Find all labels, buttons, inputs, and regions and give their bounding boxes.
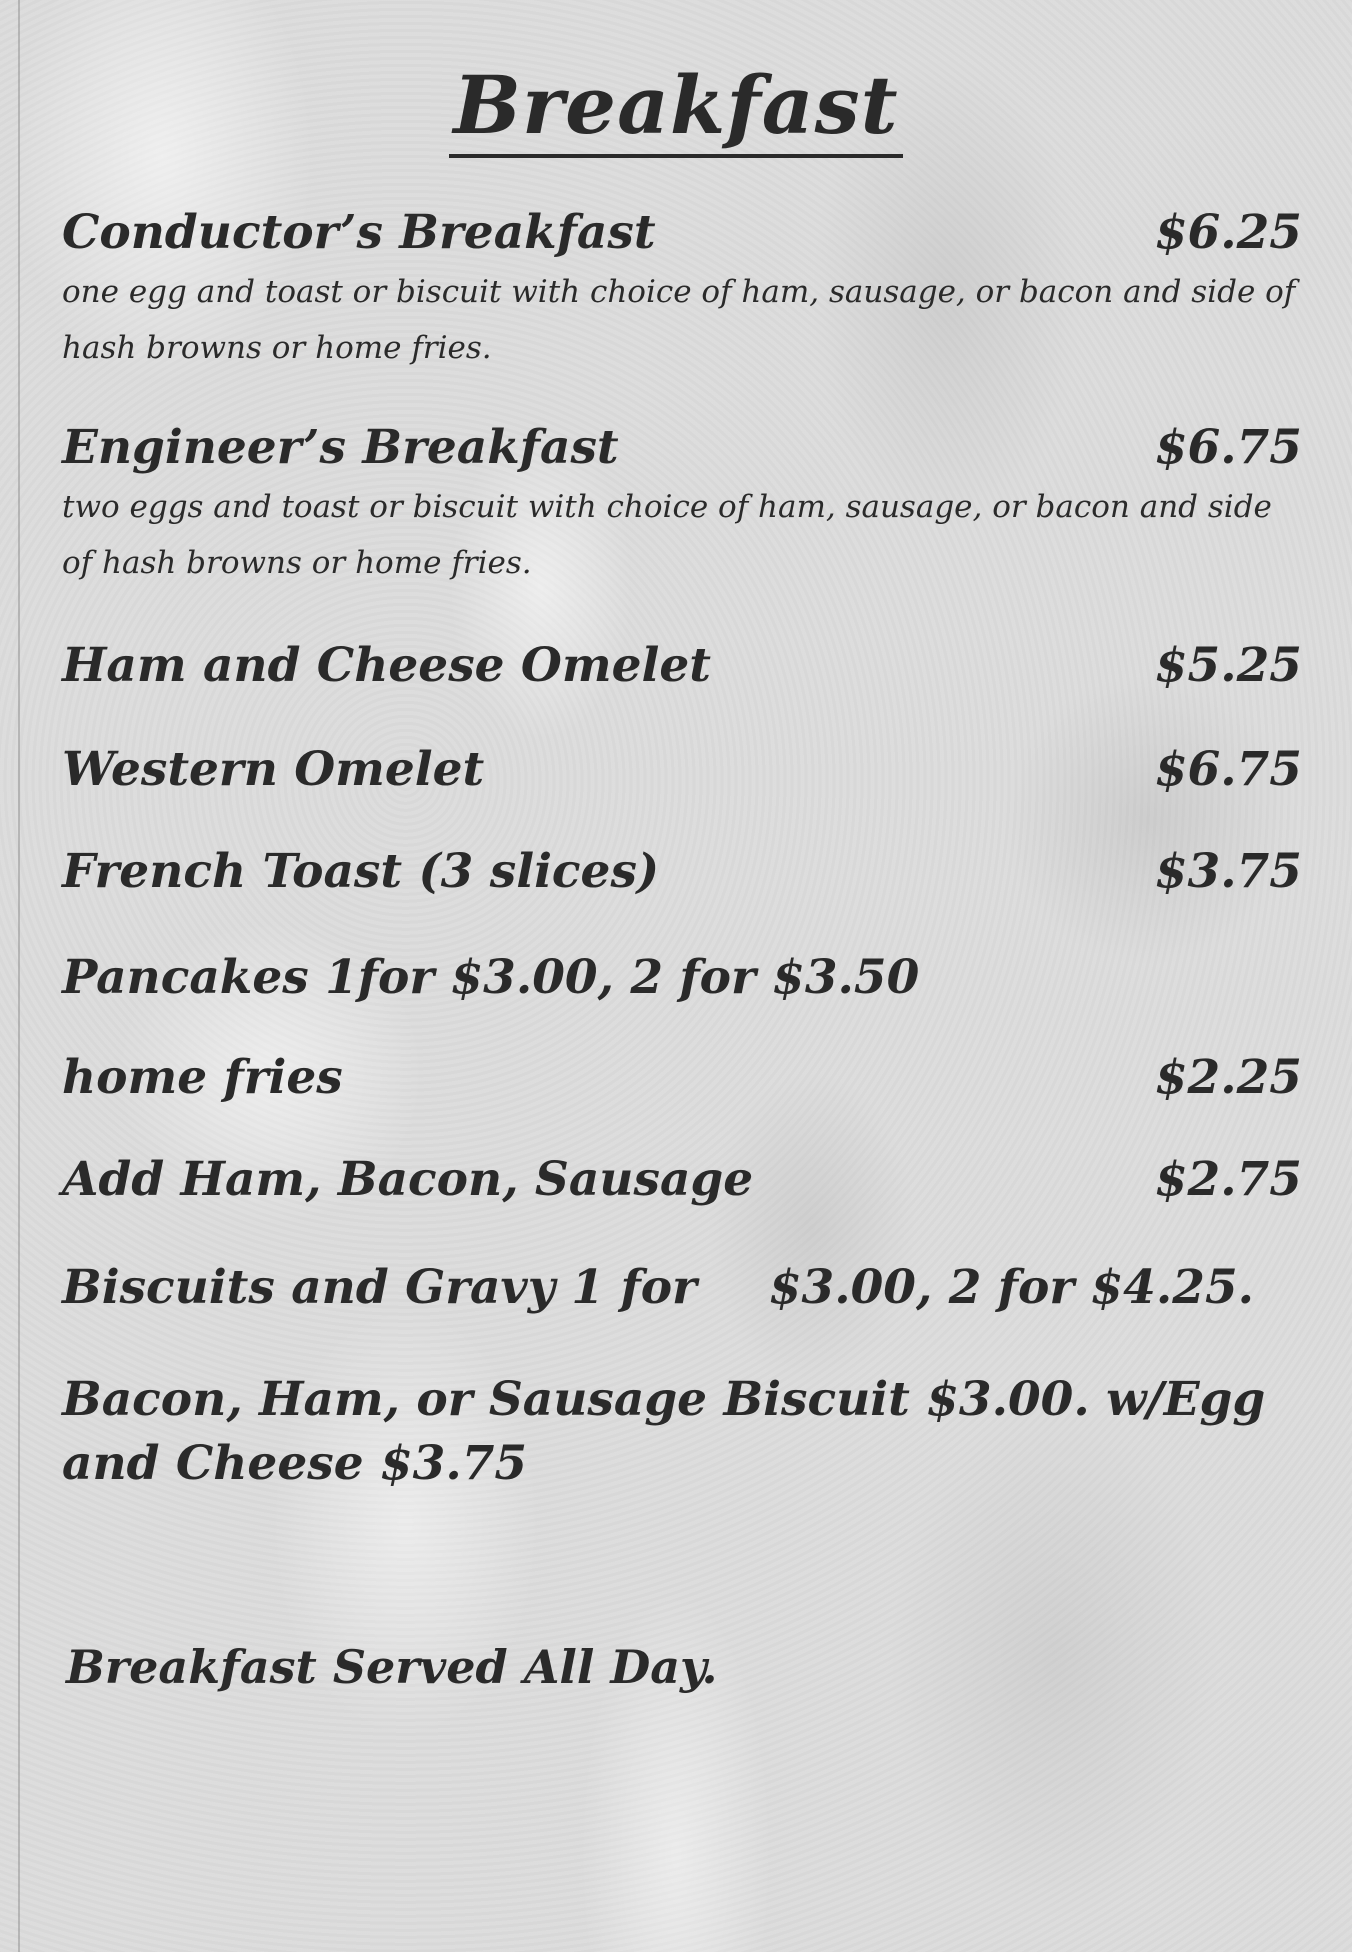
menu-item-home-fries [62,1050,1302,1105]
item-price: $6.25 [1154,205,1302,260]
menu-item-conductors-breakfast [62,205,1302,376]
item-price: $3.75 [1154,844,1302,899]
item-price: $6.75 [1154,420,1302,475]
item-name: French Toast (3 slices) [62,844,660,899]
menu-item-meat-biscuit [62,1368,1302,1496]
item-description: two eggs and toast or biscuit with choice of ham, sausage, or bacon and side of hash browns or home fries. [62,489,1272,581]
menu-item-western-omelet [62,742,1302,797]
item-name: Add Ham, Bacon, Sausage [62,1152,754,1207]
item-name: home fries [62,1050,343,1105]
item-price: $6.75 [1154,742,1302,797]
item-name: Biscuits and Gravy 1 for [62,1260,697,1315]
item-description: one egg and toast or biscuit with choice of ham, sausage, or bacon and side of hash browns or home fries. [62,274,1296,366]
item-name: Western Omelet [62,742,485,797]
item-name: Bacon, Ham, or Sausage Biscuit $3.00. w/Egg and Cheese $3.75 [62,1372,1266,1491]
menu-title-text: Breakfast [449,58,902,158]
menu-item-add-meat [62,1152,1302,1207]
menu-item-pancakes [62,950,1302,1005]
page-edge-line [18,0,20,1952]
item-name: Conductor’s Breakfast [62,205,656,260]
menu-title [0,58,1352,152]
item-price: $3.00, 2 for $4.25. [768,1260,1255,1315]
item-name: Engineer’s Breakfast [62,420,619,475]
menu-item-french-toast [62,844,1302,899]
menu-item-biscuits-gravy [62,1260,1302,1315]
footer-note: Breakfast Served All Day. [66,1640,718,1694]
item-name: Ham and Cheese Omelet [62,638,711,693]
item-price: $2.25 [1154,1050,1302,1105]
item-price: $2.75 [1154,1152,1302,1207]
item-name: Pancakes 1for $3.00, 2 for $3.50 [62,950,920,1005]
menu-item-ham-cheese-omelet [62,638,1302,693]
menu-item-engineers-breakfast [62,420,1302,591]
item-price: $5.25 [1154,638,1302,693]
